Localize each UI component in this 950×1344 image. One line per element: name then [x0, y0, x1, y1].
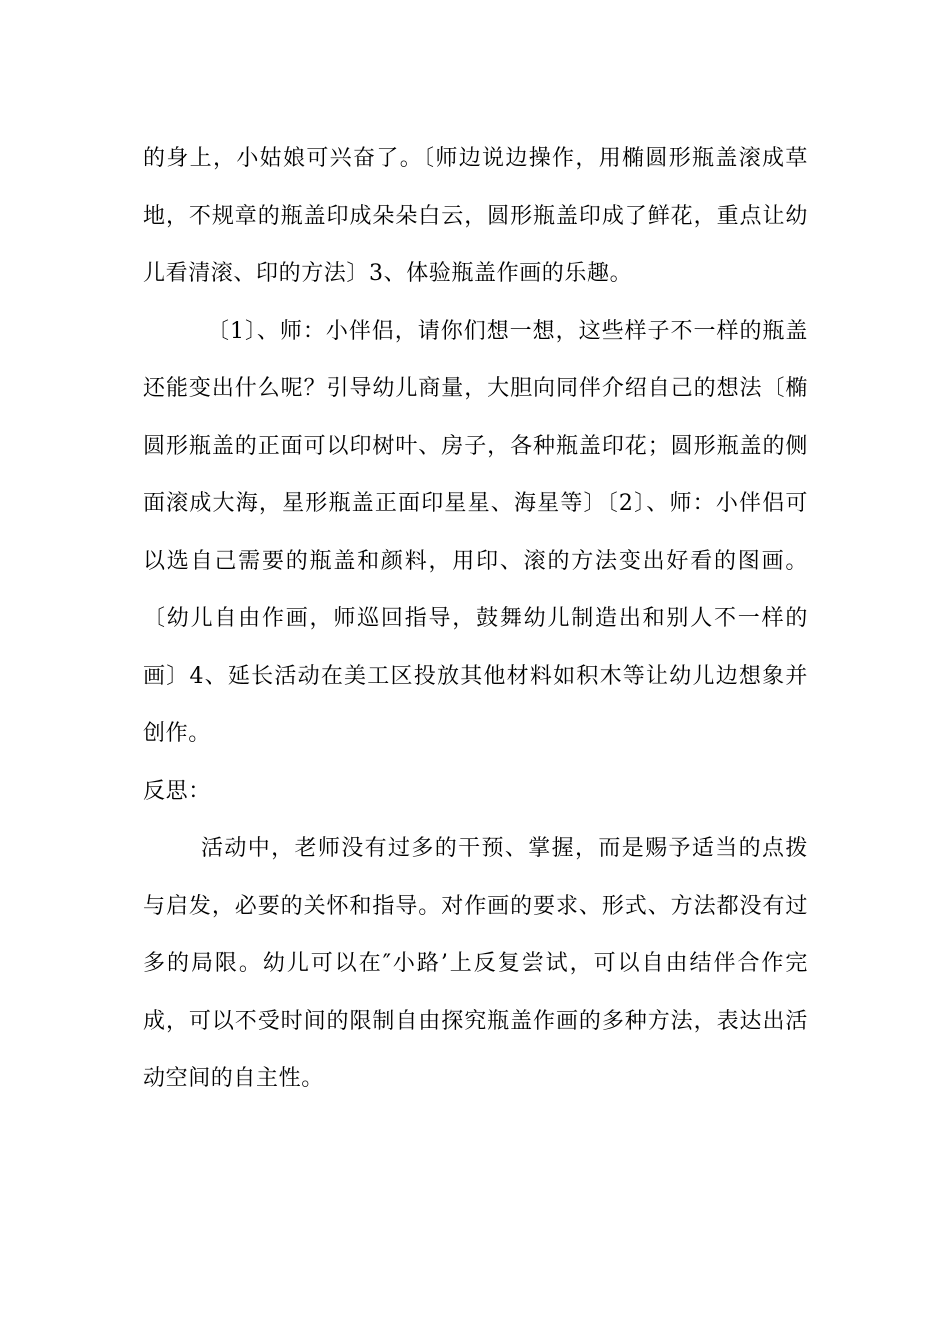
reflection-heading: 反思： [143, 778, 211, 804]
document-body [143, 130, 808, 1108]
paragraph-activity-steps: 〔1〕、师：小伴侣，请你们想一想，这些样子不一样的瓶盖还能变出什么呢？引导幼儿商量，大胆向同伴介绍自己的想法〔椭圆形瓶盖的正面可以印树叶、房子，各种瓶盖印花；圆形瓶盖的侧面滚成大海，星形瓶盖正面印星星、海星等〕〔2〕、师：小伴侣可以选自己需要的瓶盖和颜料，用印、滚的方法变出好看的图画。〔幼儿自由作画，师巡回指导，鼓舞幼儿制造出和别人不一样的画〕4、延长活动在美工区投放其他材料如积木等让幼儿边想象并创作。 [143, 318, 808, 746]
paragraph-continuation: 的身上，小姑娘可兴奋了。〔师边说边操作，用椭圆形瓶盖滚成草地，不规章的瓶盖印成朵朵白云，圆形瓶盖印成了鲜花，重点让幼儿看清滚、印的方法〕3、体验瓶盖作画的乐趣。 [143, 146, 808, 286]
paragraph-reflection: 活动中，老师没有过多的干预、掌握，而是赐予适当的点拨与启发，必要的关怀和指导。对作画的要求、形式、方法都没有过多的局限。幼儿可以在″小路’上反复尝试，可以自由结伴合作完成，可以不受时间的限制自由探究瓶盖作画的多种方法，表达出活动空间的自主性。 [143, 836, 808, 1091]
